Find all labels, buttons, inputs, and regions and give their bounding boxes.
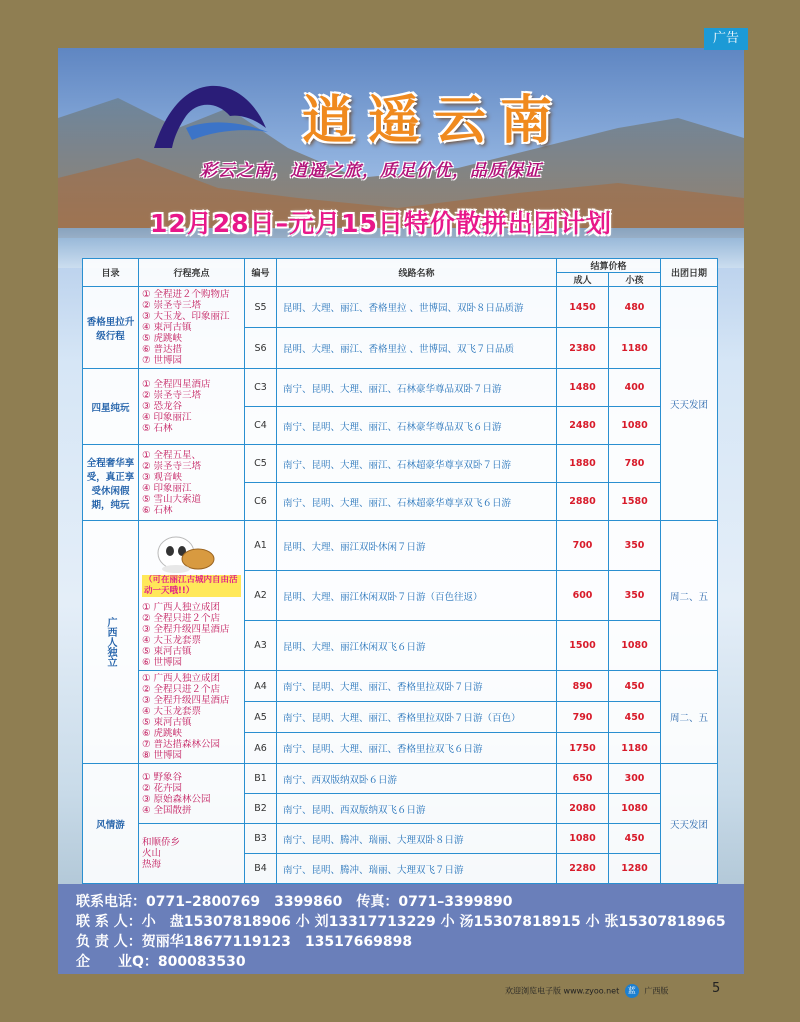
tour-price-table bbox=[82, 258, 718, 884]
route-name: 南宁、昆明、大理、丽江、香格里拉双飞６日游 bbox=[277, 733, 557, 764]
route-code: B1 bbox=[245, 764, 277, 794]
highlights-cell: ① 全程进２个购物店 ② 崇圣寺三塔 ③ 大玉龙、印象丽江 ④ 束河古镇 ⑤ 虎跳峡 ⑥ 普达措 ⑦ 世博园 bbox=[139, 287, 245, 369]
route-code: A6 bbox=[245, 733, 277, 764]
adult-price: 1450 bbox=[557, 287, 609, 328]
adult-price: 1500 bbox=[557, 621, 609, 671]
route-code: B3 bbox=[245, 824, 277, 854]
table-row bbox=[83, 521, 718, 571]
ad-tag: 广告 bbox=[704, 28, 748, 50]
table-row bbox=[83, 824, 718, 854]
footer bbox=[505, 984, 668, 998]
table-header-row bbox=[83, 259, 718, 273]
table-row bbox=[83, 671, 718, 702]
route-code: A4 bbox=[245, 671, 277, 702]
child-price: 1280 bbox=[609, 854, 661, 884]
header-departure: 出团日期 bbox=[661, 259, 718, 287]
header-adult: 成人 bbox=[557, 273, 609, 287]
child-price: 400 bbox=[609, 369, 661, 407]
route-code: S6 bbox=[245, 328, 277, 369]
page-number: 5 bbox=[712, 981, 721, 996]
highlights-cell: 和顺侨乡 火山 热海 bbox=[139, 824, 245, 884]
route-code: C3 bbox=[245, 369, 277, 407]
child-price: 450 bbox=[609, 671, 661, 702]
adult-price: 1480 bbox=[557, 369, 609, 407]
adult-price: 2880 bbox=[557, 483, 609, 521]
route-name: 南宁、昆明、大理、丽江、石林豪华尊品双卧７日游 bbox=[277, 369, 557, 407]
company-logo bbox=[146, 80, 274, 152]
child-price: 1080 bbox=[609, 407, 661, 445]
child-price: 450 bbox=[609, 824, 661, 854]
adult-price: 2480 bbox=[557, 407, 609, 445]
adult-price: 890 bbox=[557, 671, 609, 702]
highlights-cell: ① 全程五星、 ② 崇圣寺三塔 ③ 观音峡 ④ 印象丽江 ⑤ 雪山大索道 ⑥ 石林 bbox=[139, 445, 245, 521]
route-code: C6 bbox=[245, 483, 277, 521]
highlight-note: （可在丽江古城内自由活动一天哦!!） bbox=[142, 575, 241, 597]
adult-price: 700 bbox=[557, 521, 609, 571]
footer-website[interactable]: 欢迎浏览电子版 www.zyoo.net bbox=[505, 986, 620, 996]
adult-price: 1750 bbox=[557, 733, 609, 764]
departure-cell: 周二、五 bbox=[661, 521, 718, 671]
route-name: 南宁、昆明、腾冲、瑞丽、大理双卧８日游 bbox=[277, 824, 557, 854]
child-price: 480 bbox=[609, 287, 661, 328]
route-code: B4 bbox=[245, 854, 277, 884]
child-price: 1080 bbox=[609, 794, 661, 824]
route-name: 南宁、西双版纳双卧６日游 bbox=[277, 764, 557, 794]
route-name: 南宁、昆明、大理、丽江、香格里拉双卧７日游（百色） bbox=[277, 702, 557, 733]
plan-title: 12月28日–元月15日特价散拼出团计划 bbox=[150, 209, 612, 238]
footer-edition: 广西版 bbox=[644, 986, 669, 996]
table-row bbox=[83, 287, 718, 328]
brand-name: 逍遥云南 bbox=[302, 90, 567, 151]
adult-price: 790 bbox=[557, 702, 609, 733]
header-route: 线路名称 bbox=[277, 259, 557, 287]
category-cell: 四星纯玩 bbox=[83, 369, 139, 445]
contact-panel bbox=[58, 884, 744, 974]
highlights-cell: （可在丽江古城内自由活动一天哦!!） ① 广西人独立成团 ② 全程只进２个店 ③ 全程升级四星酒店 ④ 大玉龙套票 ⑤ 束河古镇 ⑥ 世博园 bbox=[139, 521, 245, 671]
adult-price: 2280 bbox=[557, 854, 609, 884]
adult-price: 2380 bbox=[557, 328, 609, 369]
child-price: 450 bbox=[609, 702, 661, 733]
route-name: 昆明、大理、丽江、香格里拉 、世博园、双飞７日品质 bbox=[277, 328, 557, 369]
contact-qq: 企 业Q：800083530 bbox=[76, 954, 246, 970]
route-name: 昆明、大理、丽江双卧休闲７日游 bbox=[277, 521, 557, 571]
highlights-cell: ① 野象谷 ② 花卉园 ③ 原始森林公园 ④ 全国散拼 bbox=[139, 764, 245, 824]
header-code: 编号 bbox=[245, 259, 277, 287]
contact-phone: 联系电话：0771–2800769 3399860 传真：0771–3399890 bbox=[76, 894, 513, 910]
child-price: 1580 bbox=[609, 483, 661, 521]
route-code: A1 bbox=[245, 521, 277, 571]
adult-price: 1080 bbox=[557, 824, 609, 854]
departure-cell: 天天发团 bbox=[661, 287, 718, 521]
route-code: C4 bbox=[245, 407, 277, 445]
category-cell: 全程奢华享受，真正享受休闲假期，纯玩 bbox=[83, 445, 139, 521]
adult-price: 600 bbox=[557, 571, 609, 621]
mascot-illustration bbox=[150, 525, 220, 573]
route-name: 昆明、大理、丽江、香格里拉 、世博园、双卧８日品质游 bbox=[277, 287, 557, 328]
brand-badge-icon: 蓝 bbox=[625, 984, 639, 998]
route-code: A5 bbox=[245, 702, 277, 733]
category-cell: 香格里拉升级行程 bbox=[83, 287, 139, 369]
contact-people: 联 系 人：小 盘15307818906 小 刘13317713229 小 汤15307818915 小 张15307818965 bbox=[76, 914, 726, 930]
route-code: A2 bbox=[245, 571, 277, 621]
slogan: 彩云之南，逍遥之旅，质足价优，品质保证 bbox=[200, 161, 542, 181]
route-name: 南宁、昆明、大理、丽江、石林超豪华尊享双卧７日游 bbox=[277, 445, 557, 483]
child-price: 300 bbox=[609, 764, 661, 794]
contact-manager: 负 责 人：贺丽华18677119123 13517669898 bbox=[76, 934, 413, 950]
table-row bbox=[83, 445, 718, 483]
route-name: 昆明、大理、丽江休闲双卧７日游（百色往返） bbox=[277, 571, 557, 621]
departure-cell: 周二、五 bbox=[661, 671, 718, 764]
route-name: 南宁、昆明、大理、丽江、香格里拉双卧７日游 bbox=[277, 671, 557, 702]
adult-price: 650 bbox=[557, 764, 609, 794]
route-name: 南宁、昆明、西双版纳双飞６日游 bbox=[277, 794, 557, 824]
header-catalog: 目录 bbox=[83, 259, 139, 287]
child-price: 1080 bbox=[609, 621, 661, 671]
category-cell: 广西人独立 bbox=[83, 521, 139, 764]
child-price: 350 bbox=[609, 571, 661, 621]
child-price: 350 bbox=[609, 521, 661, 571]
route-name: 南宁、昆明、大理、丽江、石林豪华尊品双飞６日游 bbox=[277, 407, 557, 445]
highlights-cell: ① 广西人独立成团 ② 全程只进２个店 ③ 全程升级四星酒店 ④ 大玉龙套票 ⑤ 束河古镇 ⑥ 虎跳峡 ⑦ 普达措森林公园 ⑧ 世博园 bbox=[139, 671, 245, 764]
child-price: 1180 bbox=[609, 733, 661, 764]
header-highlights: 行程亮点 bbox=[139, 259, 245, 287]
route-name: 南宁、昆明、腾冲、瑞丽、大理双飞７日游 bbox=[277, 854, 557, 884]
adult-price: 1880 bbox=[557, 445, 609, 483]
advertisement-page bbox=[58, 48, 744, 974]
adult-price: 2080 bbox=[557, 794, 609, 824]
header-price-group: 结算价格 bbox=[557, 259, 661, 273]
route-code: C5 bbox=[245, 445, 277, 483]
highlights-cell: ① 全程四星酒店 ② 崇圣寺三塔 ③ 恐龙谷 ④ 印象丽江 ⑤ 石林 bbox=[139, 369, 245, 445]
header-child: 小孩 bbox=[609, 273, 661, 287]
child-price: 780 bbox=[609, 445, 661, 483]
route-code: B2 bbox=[245, 794, 277, 824]
child-price: 1180 bbox=[609, 328, 661, 369]
route-name: 南宁、昆明、大理、丽江、石林超豪华尊享双飞６日游 bbox=[277, 483, 557, 521]
departure-cell: 天天发团 bbox=[661, 764, 718, 884]
table-row bbox=[83, 764, 718, 794]
table-row bbox=[83, 369, 718, 407]
route-name: 昆明、大理、丽江休闲双飞６日游 bbox=[277, 621, 557, 671]
route-code: A3 bbox=[245, 621, 277, 671]
category-cell: 风情游 bbox=[83, 764, 139, 884]
route-code: S5 bbox=[245, 287, 277, 328]
